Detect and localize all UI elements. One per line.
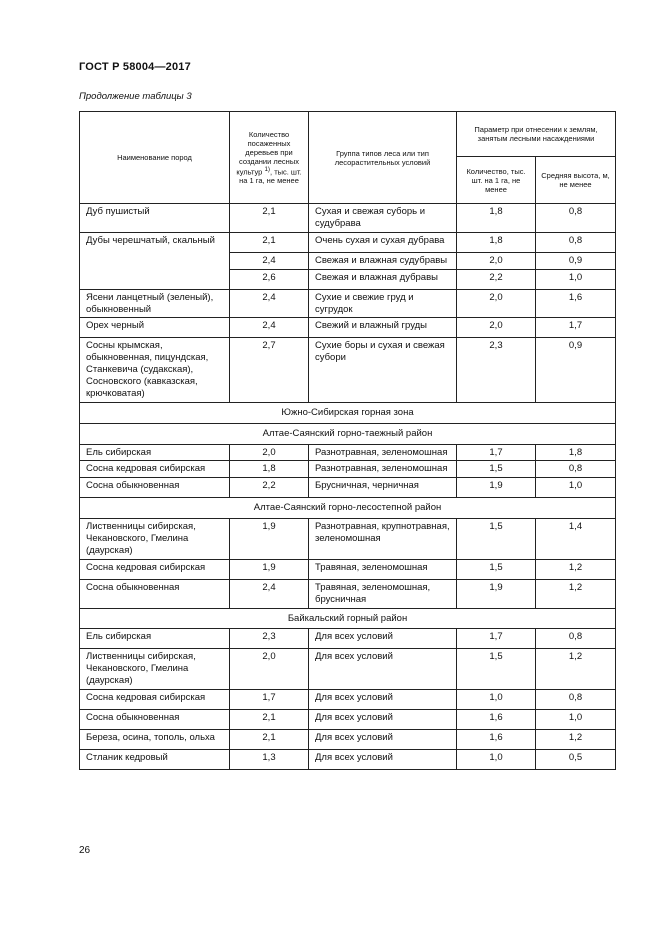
forest-group-cell: Свежая и влажная дубравы: [309, 269, 457, 289]
table-row: [80, 289, 616, 318]
forest-group-cell: Для всех условий: [309, 629, 457, 649]
forest-group-cell: Травяная, зеленомошная, брусничная: [309, 579, 457, 608]
forest-group-cell: Для всех условий: [309, 690, 457, 710]
planted-cell: 1,7: [230, 690, 309, 710]
page-number: 26: [79, 845, 91, 856]
planted-cell: 2,3: [230, 629, 309, 649]
header-planted-count: Количество посаженных деревьев при создании лесных культур $^{1)}$, тыс. шт. на 1 га, не менее: [230, 112, 309, 204]
table-row: [80, 461, 616, 478]
count-cell: 1,5: [457, 559, 536, 579]
forest-group-cell: Для всех условий: [309, 730, 457, 750]
count-cell: 2,0: [457, 252, 536, 269]
forest-group-cell: Разнотравная, зеленомошная: [309, 444, 457, 461]
count-cell: 2,0: [457, 289, 536, 318]
species-cell: Сосна кедровая сибирская: [80, 461, 230, 478]
count-cell: 2,3: [457, 338, 536, 402]
planted-cell: 2,4: [230, 252, 309, 269]
planted-cell: 1,9: [230, 559, 309, 579]
forest-group-cell: Разнотравная, зеленомошная: [309, 461, 457, 478]
species-cell: Сосна обыкновенная: [80, 478, 230, 498]
table-row: [80, 730, 616, 750]
planted-cell: 1,3: [230, 750, 309, 770]
height-cell: 0,9: [536, 252, 616, 269]
forest-group-cell: Для всех условий: [309, 710, 457, 730]
count-cell: 1,5: [457, 461, 536, 478]
count-cell: 1,7: [457, 444, 536, 461]
height-cell: 1,4: [536, 519, 616, 560]
count-cell: 1,5: [457, 649, 536, 690]
height-cell: 0,8: [536, 461, 616, 478]
table-row: [80, 232, 616, 252]
height-cell: 1,2: [536, 649, 616, 690]
species-cell: Ясени ланцетный (зеленый), обыкновенный: [80, 289, 230, 318]
count-cell: 1,6: [457, 730, 536, 750]
count-cell: 1,6: [457, 710, 536, 730]
species-table: [79, 111, 616, 770]
height-cell: 0,9: [536, 338, 616, 402]
count-cell: 1,7: [457, 629, 536, 649]
table-row: [80, 579, 616, 608]
forest-group-cell: Для всех условий: [309, 649, 457, 690]
height-cell: 1,2: [536, 559, 616, 579]
planted-cell: 2,2: [230, 478, 309, 498]
forest-group-cell: Сухая и свежая суборь и судубрава: [309, 204, 457, 233]
planted-cell: 2,1: [230, 710, 309, 730]
planted-cell: 2,0: [230, 649, 309, 690]
count-cell: 1,8: [457, 204, 536, 233]
table-caption: Продолжение таблицы 3: [79, 91, 192, 102]
table-row: [80, 444, 616, 461]
region-row: [80, 608, 616, 629]
species-cell: Дуб пушистый: [80, 204, 230, 233]
count-cell: 2,2: [457, 269, 536, 289]
forest-group-cell: Сухие боры и сухая и свежая субори: [309, 338, 457, 402]
region-title: Алтае-Саянский горно-таежный район: [80, 423, 616, 444]
count-cell: 1,0: [457, 750, 536, 770]
height-cell: 1,6: [536, 289, 616, 318]
table-row: [80, 318, 616, 338]
table-row: [80, 519, 616, 560]
page-title: ГОСТ Р 58004—2017: [79, 61, 191, 73]
forest-group-cell: Свежий и влажный груды: [309, 318, 457, 338]
table-row: [80, 649, 616, 690]
height-cell: 1,2: [536, 730, 616, 750]
height-cell: 1,0: [536, 269, 616, 289]
height-cell: 0,8: [536, 204, 616, 233]
region-row: [80, 498, 616, 519]
table-row: [80, 559, 616, 579]
count-cell: 2,0: [457, 318, 536, 338]
species-cell: Лиственницы сибирская, Чекановского, Гмелина (даурская): [80, 649, 230, 690]
table-row: [80, 629, 616, 649]
header-parameter-group: Параметр при отнесении к землям, занятым лесными насаждениями: [457, 112, 616, 157]
species-cell: Ель сибирская: [80, 629, 230, 649]
planted-cell: 2,1: [230, 232, 309, 252]
height-cell: 1,7: [536, 318, 616, 338]
header-count-min: Количество, тыс. шт. на 1 га, не менее: [457, 157, 536, 204]
species-cell: Сосна обыкновенная: [80, 710, 230, 730]
height-cell: 0,8: [536, 232, 616, 252]
planted-cell: 2,6: [230, 269, 309, 289]
count-cell: 1,9: [457, 579, 536, 608]
planted-cell: 2,0: [230, 444, 309, 461]
species-cell: Сосна кедровая сибирская: [80, 690, 230, 710]
region-title: Алтае-Саянский горно-лесостепной район: [80, 498, 616, 519]
species-cell: Дубы черешчатый, скальный: [80, 232, 230, 289]
height-cell: 0,8: [536, 629, 616, 649]
region-title: Байкальский горный район: [80, 608, 616, 629]
header-species: Наименование пород: [80, 112, 230, 204]
planted-cell: 2,4: [230, 318, 309, 338]
forest-group-cell: Свежая и влажная судубравы: [309, 252, 457, 269]
table-row: [80, 710, 616, 730]
count-cell: 1,9: [457, 478, 536, 498]
header-height-min: Средняя высота, м, не менее: [536, 157, 616, 204]
zone-title: Южно-Сибирская горная зона: [80, 402, 616, 423]
planted-cell: 2,1: [230, 204, 309, 233]
height-cell: 1,0: [536, 710, 616, 730]
species-cell: Береза, осина, тополь, ольха: [80, 730, 230, 750]
planted-cell: 2,4: [230, 579, 309, 608]
species-cell: Сосна обыкновенная: [80, 579, 230, 608]
species-cell: Сосны крымская, обыкновенная, пицундская, Станкевича (судакская), Сосновского (кавказская, крючковатая): [80, 338, 230, 402]
species-cell: Орех черный: [80, 318, 230, 338]
forest-group-cell: Разнотравная, крупнотравная, зеленомошная: [309, 519, 457, 560]
height-cell: 0,5: [536, 750, 616, 770]
count-cell: 1,0: [457, 690, 536, 710]
species-cell: Стланик кедровый: [80, 750, 230, 770]
planted-cell: 2,1: [230, 730, 309, 750]
forest-group-cell: Травяная, зеленомошная: [309, 559, 457, 579]
planted-cell: 1,8: [230, 461, 309, 478]
table-row: [80, 204, 616, 233]
forest-group-cell: Очень сухая и сухая дубрава: [309, 232, 457, 252]
forest-group-cell: Брусничная, черничная: [309, 478, 457, 498]
table-row: [80, 690, 616, 710]
table-row: [80, 338, 616, 402]
table-row: [80, 478, 616, 498]
forest-group-cell: Для всех условий: [309, 750, 457, 770]
height-cell: 1,0: [536, 478, 616, 498]
planted-cell: 2,4: [230, 289, 309, 318]
header-forest-group: Группа типов леса или тип лесорастительных условий: [309, 112, 457, 204]
planted-cell: 1,9: [230, 519, 309, 560]
table-row: [80, 750, 616, 770]
count-cell: 1,5: [457, 519, 536, 560]
planted-cell: 2,7: [230, 338, 309, 402]
forest-group-cell: Сухие и свежие груд и сугрудок: [309, 289, 457, 318]
species-cell: Лиственницы сибирская, Чекановского, Гмелина (даурская): [80, 519, 230, 560]
height-cell: 0,8: [536, 690, 616, 710]
species-cell: Ель сибирская: [80, 444, 230, 461]
species-cell: Сосна кедровая сибирская: [80, 559, 230, 579]
height-cell: 1,8: [536, 444, 616, 461]
height-cell: 1,2: [536, 579, 616, 608]
zone-row: [80, 402, 616, 423]
region-row: [80, 423, 616, 444]
count-cell: 1,8: [457, 232, 536, 252]
